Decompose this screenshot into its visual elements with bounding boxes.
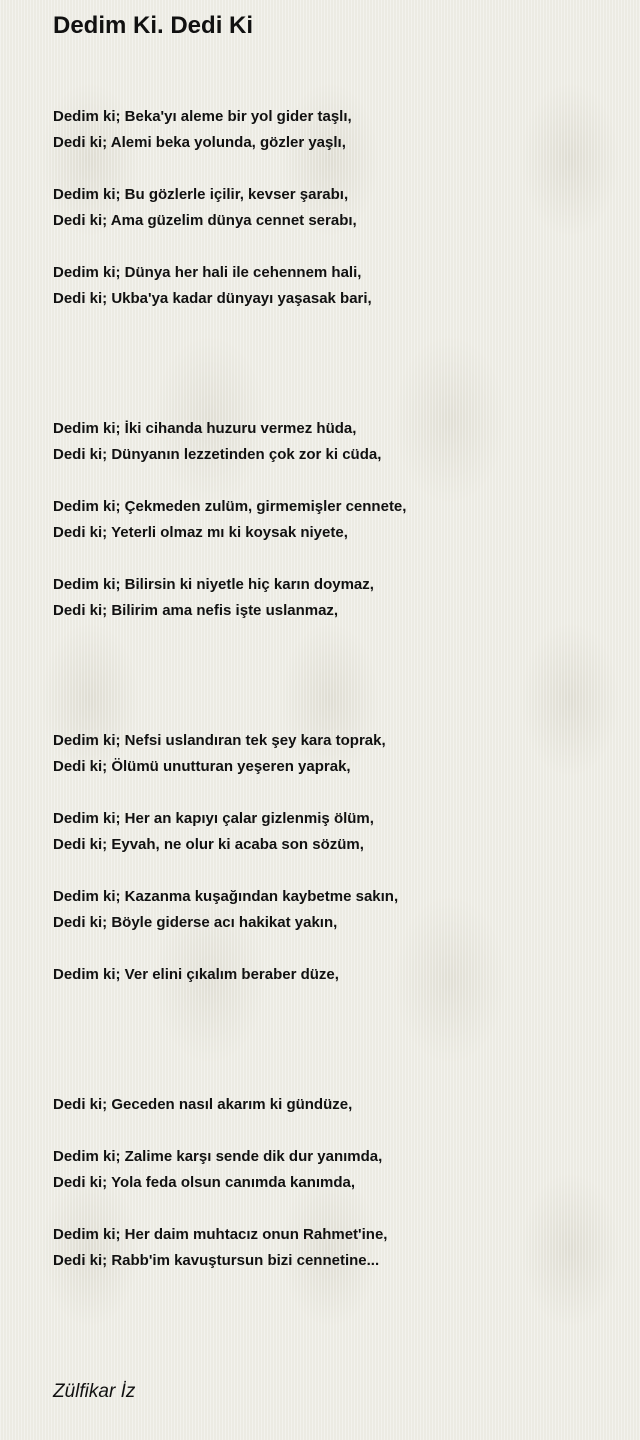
stanza (53, 1144, 613, 1196)
stanza (53, 572, 613, 624)
poem-title: Dedim Ki. Dedi Ki (53, 12, 254, 39)
poem-line: Dedi ki; Yeterli olmaz mı ki koysak niyete, (53, 524, 348, 541)
poem-line: Dedi ki; Böyle giderse acı hakikat yakın, (53, 914, 338, 931)
poem-author: Zülfikar İz (53, 1381, 136, 1402)
stanza (53, 494, 613, 546)
poem-line: Dedi ki; Ukba'ya kadar dünyayı yaşasak bari, (53, 290, 372, 307)
stanza (53, 728, 613, 780)
poem-line: Dedi ki; Ama güzelim dünya cennet serabı, (53, 212, 357, 229)
stanza (53, 1092, 613, 1118)
poem-line: Dedi ki; Bilirim ama nefis işte uslanmaz, (53, 602, 339, 619)
poem-line: Dedim ki; İki cihanda huzuru vermez hüda, (53, 420, 357, 437)
stanza (53, 182, 613, 234)
stanza (53, 1222, 613, 1274)
poem-line: Dedi ki; Eyvah, ne olur ki acaba son sözüm, (53, 836, 364, 853)
stanza (53, 260, 613, 312)
stanza (53, 884, 613, 936)
poem-line: Dedim ki; Dünya her hali ile cehennem hali, (53, 264, 362, 281)
poem-line: Dedi ki; Dünyanın lezzetinden çok zor ki cüda, (53, 446, 382, 463)
poem-line: Dedim ki; Her daim muhtacız onun Rahmet'ine, (53, 1226, 388, 1243)
poem-line: Dedi ki; Yola feda olsun canımda kanımda, (53, 1174, 356, 1191)
stanza (53, 416, 613, 468)
stanza (53, 962, 613, 988)
poem-line: Dedim ki; Beka'yı aleme bir yol gider taşlı, (53, 108, 352, 125)
poem-line: Dedim ki; Her an kapıyı çalar gizlenmiş ölüm, (53, 810, 374, 827)
poem-line: Dedim ki; Kazanma kuşağından kaybetme sakın, (53, 888, 399, 905)
poem-line: Dedim ki; Nefsi uslandıran tek şey kara toprak, (53, 732, 386, 749)
poem-line: Dedi ki; Alemi beka yolunda, gözler yaşlı, (53, 134, 346, 151)
poem-line: Dedim ki; Bilirsin ki niyetle hiç karın doymaz, (53, 576, 374, 593)
poem-line: Dedi ki; Rabb'im kavuştursun bizi cennetine... (53, 1252, 380, 1269)
stanza (53, 806, 613, 858)
poem-line: Dedim ki; Ver elini çıkalım beraber düze, (53, 966, 339, 983)
poem-line: Dedim ki; Bu gözlerle içilir, kevser şarabı, (53, 186, 349, 203)
poem-body (53, 104, 613, 1274)
poem-line: Dedi ki; Ölümü unutturan yeşeren yaprak, (53, 758, 351, 775)
poem-line: Dedi ki; Geceden nasıl akarım ki gündüze, (53, 1096, 353, 1113)
poem-line: Dedim ki; Çekmeden zulüm, girmemişler cennete, (53, 498, 407, 515)
poem-line: Dedim ki; Zalime karşı sende dik dur yanımda, (53, 1148, 383, 1165)
stanza (53, 104, 613, 156)
